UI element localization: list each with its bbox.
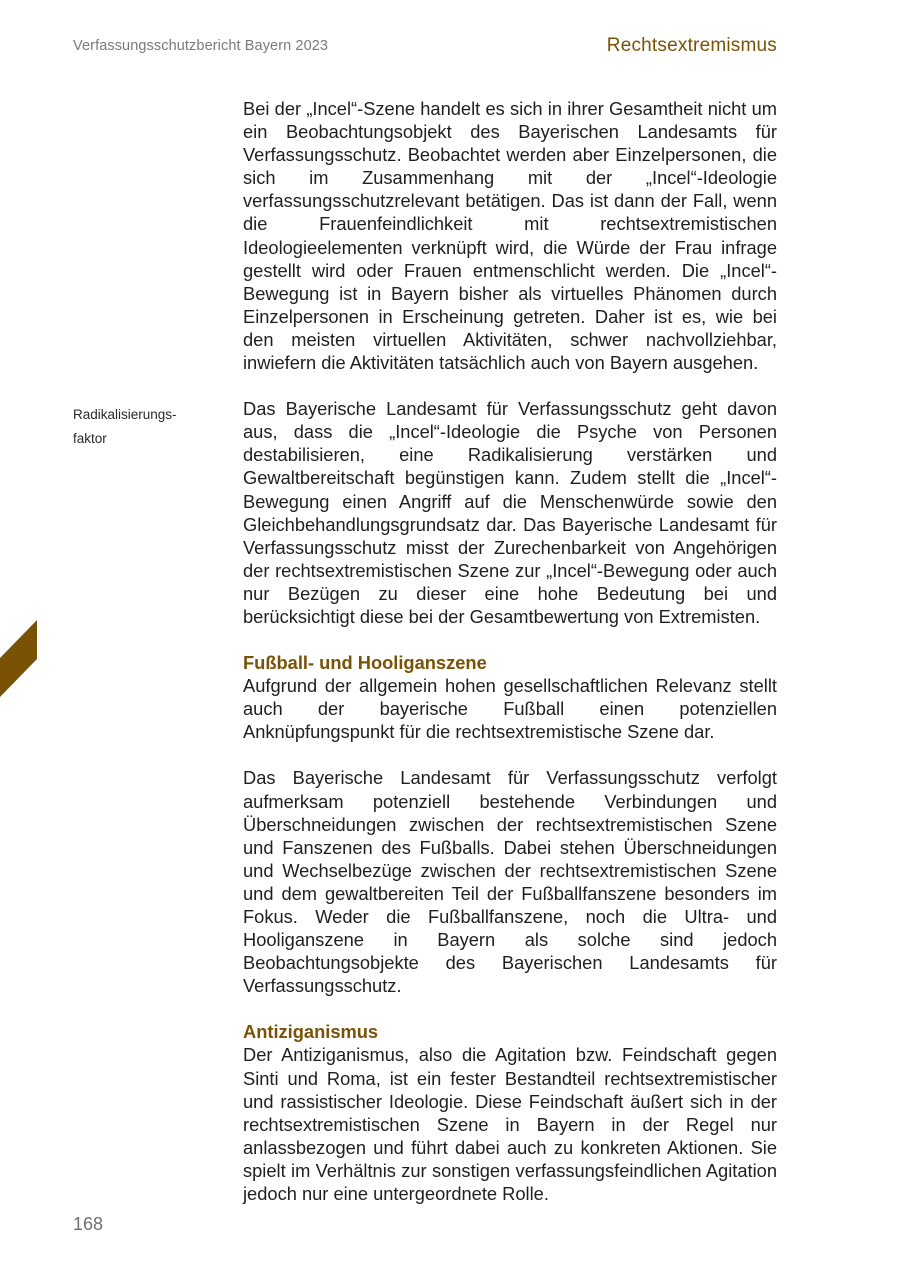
heading-football-hooligans: Fußball- und Hooliganszene — [243, 652, 487, 674]
paragraph-incel-scene: Bei der „Incel“-Szene handelt es sich in ihrer Gesamtheit nicht um ein Beobachtungsobjekt des Bayerischen Landesamts für Verfassungsschutz. Beobachtet werden aber Einzelpersonen, die sich im Zusammenhang mit der „Incel“-Ideologie verfassungsschutzrelevant betätigen. Das ist dann der Fall, wenn die Frauenfeindlichkeit mit rechtsextremistischen Ideologieelementen verknüpft wird, die Würde der Frau infrage gestellt wird oder Frauen entmenschlicht werden. Die „Incel“-Bewegung ist in Bayern bisher als virtuelles Phänomen durch Einzelpersonen in Erscheinung getreten. Daher ist es, wie bei den meisten virtuellen Aktivitäten, schwer nachvollziehbar, inwiefern die Aktivitäten tatsächlich auch von Bayern ausgehen. — [243, 98, 777, 374]
section-title: Rechtsextremismus — [606, 35, 777, 56]
chapter-thumb-marker — [0, 620, 37, 697]
running-title: Verfassungsschutzbericht Bayern 2023 — [73, 38, 329, 54]
page-number: 168 — [73, 1214, 104, 1234]
paragraph-football-observation: Das Bayerische Landesamt für Verfassungsschutz verfolgt aufmerksam potenziell bestehende Verbindungen und Überschneidungen zwischen der rechtsextremistischen Szene und Fanszenen des Fußballs. Dabei stehen Überschneidungen und Wechselbezüge zwischen der rechtsextremistischen Szene und dem gewaltbereiten Teil der Fußballfanszene besonders im Fokus. Weder die Fußballfanszene, noch die Ultra- und Hooliganszene in Bayern als solche sind jedoch Beobachtungsobjekte des Bayerischen Landesamts für Verfassungsschutz. — [243, 767, 777, 997]
margin-note: Radikalisierungs- faktor — [73, 407, 177, 446]
heading-antiziganism: Antiziganismus — [243, 1021, 379, 1043]
paragraph-radicalization: Das Bayerische Landesamt für Verfassungsschutz geht davon aus, dass die „Incel“-Ideologie die Psyche von Personen destabilisieren, eine Radikalisierung verstärken und Gewaltbereitschaft begünstigen kann. Zudem stellt die „Incel“-Bewegung einen Angriff auf die Menschenwürde sowie den Gleichbehandlungsgrundsatz dar. Das Bayerische Landesamt für Verfassungsschutz misst der Zurechenbarkeit von Angehörigen der rechtsextremistischen Szene zur „Incel“-Bewegung oder auch nur Bezügen zu dieser eine hohe Bedeutung bei und berücksichtigt diese bei der Gesamtbewertung von Extremisten. — [243, 398, 777, 627]
main-content — [243, 97, 777, 1205]
paragraph-football-relevance: Aufgrund der allgemein hohen gesellschaftlichen Relevanz stellt auch der bayerische Fußball einen potenziellen Anknüpfungspunkt für die rechtsextremistische Szene dar. — [243, 675, 777, 743]
paragraph-antiziganism: Der Antiziganismus, also die Agitation bzw. Feindschaft gegen Sinti und Roma, ist ein fester Bestandteil rechtsextremistischer und rassistischer Ideologie. Diese Feindschaft äußert sich in der rechtsextremistischen Szene in Bayern in der Regel nur anlassbezogen und führt dabei auch zu konkreten Aktionen. Sie spielt im Verhältnis zur sonstigen verfassungsfeindlichen Agitation jedoch nur eine untergeordnete Rolle. — [243, 1044, 777, 1205]
